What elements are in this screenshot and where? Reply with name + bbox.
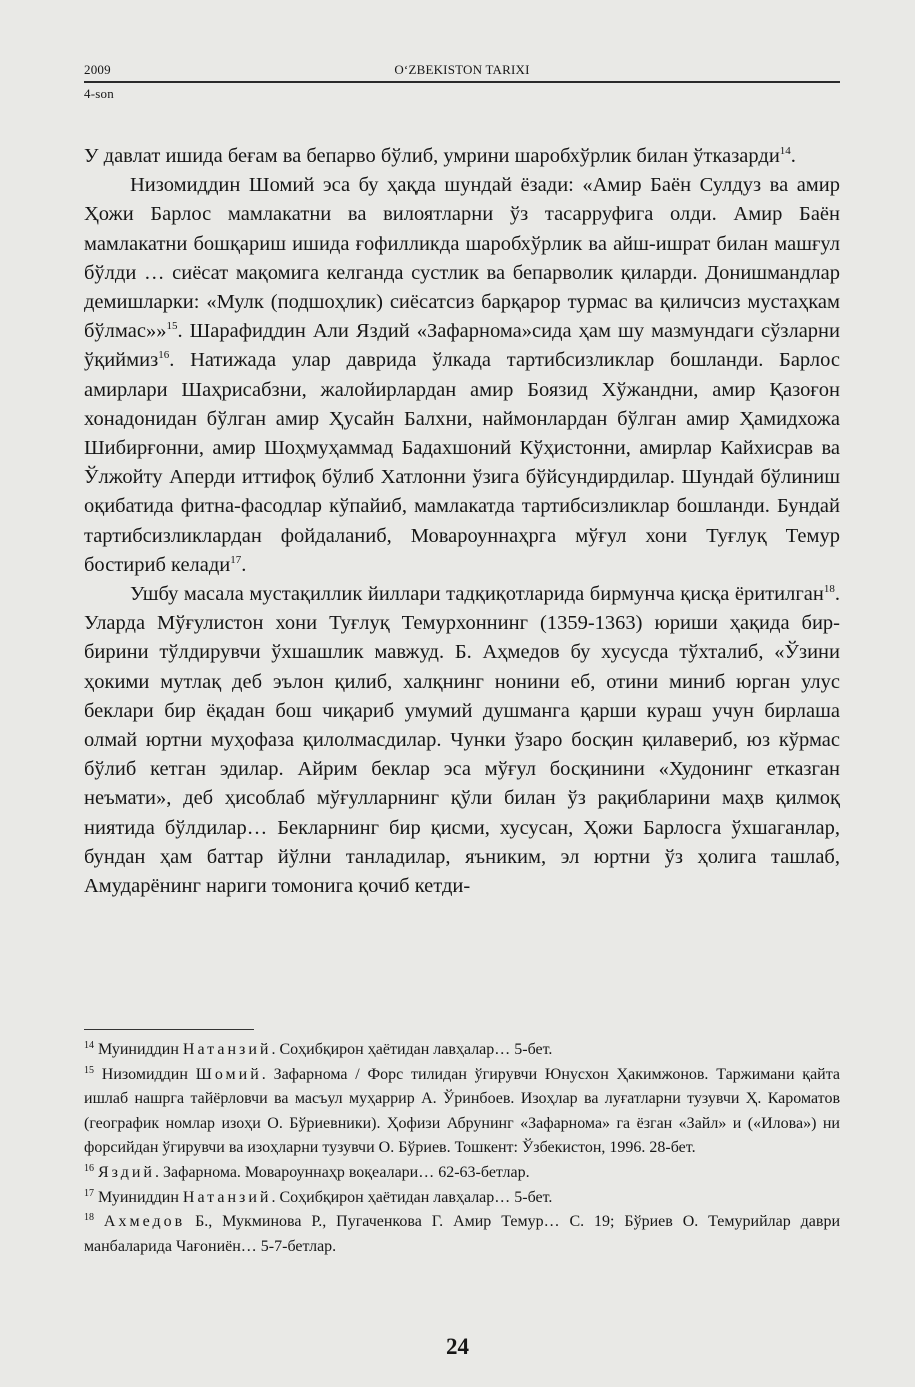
footnote-ref-18[interactable]: 18 (823, 583, 835, 596)
footnote-ref-15[interactable]: 15 (166, 320, 178, 333)
paragraph-2: Низомиддин Шомий эса бу ҳақда шундай ёзади: «Амир Баён Сулдуз ва амир Ҳожи Барлос мамлакатни ва вилоятларни ўз тасарруфига олди. Амир Баён мамлакатни бошқариш ишида ғофилликда шаробхўрлик ва айш-ишрат билан машғул бўлди … сиёсат мақомига келганда сустлик ва бепарволик қиларди. Донишмандлар демишларки: «Мулк (подшоҳлик) сиёсатсиз барқарор турмас ва қиличсиз мустаҳкам бўлмас»»$^{15}$. Шарафиддин Али Яздий «Зафарнома»сида ҳам шу мазмундаги сўзларни ўқиймиз$^{16}$. Натижада улар даврида ўлкада тартибсизликлар бошланди. Барлос амирлари Шаҳрисабзни, жалойирлардан амир Боязид Хўжандни, амир Қазоғон хонадонидан бўлган амир Ҳусайн Балхни, наймонлардан бўлган амир Ҳамидхожа Шибирғонни, амир Шоҳмуҳаммад Бадахшоний Кўҳистонни, амирлар Кайхисрав ва Ўлжойту Аперди иттифоқ бўлиб Хатлонни ўзига бўйсундирдилар. Шундай бўлиниш оқибатида фитна-фасодлар кўпайиб, мамлакатда тартибсизликлар бошланди. Бундай тартибсизликлардан фойдаланиб, Мовароуннаҳрга мўғул хони Туғлуқ Темур бостириб келади$^{17}$. (84, 174, 840, 576)
footnote-16: $^{16}$ Яздий. Зафарнома. Мовароуннаҳр воқеалари… 62-63-бетлар. (84, 1162, 530, 1181)
footnote-ref-16[interactable]: 16 (158, 349, 170, 362)
header-rule (84, 81, 840, 83)
footnote-separator (84, 1029, 254, 1030)
footnote-ref-17[interactable]: 17 (230, 553, 242, 566)
footnote-ref-14[interactable]: 14 (779, 145, 791, 157)
footnote-18: $^{18}$ Ахмедов Б., Мукминова Р., Пугаченкова Г. Амир Темур… С. 19; Бўриев О. Темурийлар даври манбаларида Чағониён… 5-7-бетлар. (84, 1212, 841, 1255)
footnote-15: $^{15}$ Низомиддин Шомий. Зафарнома / Форс тилидан ўгирувчи Юнусхон Ҳакимжонов. Таржимани қайта ишлаб нашрга тайёрловчи ва масъул муҳаррир А. Ўринбоев. Изоҳлар ва луғатларни тузувчи Ҳ. Кароматов (географик номлар изоҳи О. Бўриевники). Ҳофизи Абрунинг «Зафарнома» га ёзган «Зайл» и («Илова») ни форсийдан ўгирувчи ва изоҳларни тузувчи О. Бўриев. Тошкент: Ўзбекистон, 1996. 28-бет. (84, 1064, 841, 1157)
footnote-14: $^{14}$ Муиниддин Натанзий. Соҳибқирон ҳаётидан лавҳалар… 5-бет. (84, 1040, 553, 1058)
paragraph-3: Ушбу масала мустақиллик йиллари тадқиқотларида бирмунча қисқа ёритилган$^{18}$. Уларда Мўғулистон хони Туғлуқ Темурхоннинг (1359-1363) юриши ҳақида бир-бирини тўлдирувчи ўхшашлик мавжуд. Б. Аҳмедов бу хусусда тўхталиб, «Ўзини ҳокими мутлақ деб эълон қилиб, халқнинг нонини еб, отини миниб юрган улус беклари бир ёқадан бош чиқариб умумий душманга қарши кураш учун бирлаша олмай юртни муҳофаза қилолмасдилар. Чунки ўзаро босқин қилавериб, юз кўрмас бўлиб кетган эдилар. Айрим беклар эса мўғул босқинини «Худонинг етказган неъмати», деб ҳисоблаб мўғулларнинг қўли билан ўз рақибларини маҳв қилмоқ ниятида бўлдилар… Бекларнинг бир қисми, хусусан, Ҳожи Барлосга ўхшаганлар, бундан ҳам баттар йўлни танладилар, яъниким, эл юртни ўз ҳолига ташлаб, Амударёнинг нариги томонига қочиб кетди- (84, 583, 840, 898)
footnotes (84, 1038, 840, 1259)
paragraph-1: У давлат ишида беғам ва бепарво бўлиб, умрини шаробхўрлик билан ўтказарди$^{14}$. (84, 145, 796, 167)
page-number: 24 (446, 1334, 469, 1359)
header-year: 2009 (84, 62, 111, 77)
main-text (84, 142, 840, 901)
footnote-17: $^{17}$ Муиниддин Натанзий. Соҳибқирон ҳаётидан лавҳалар… 5-бет. (84, 1187, 553, 1206)
header-journal-title: O‘ZBEKISTON TARIXI (394, 62, 530, 77)
header-issue: 4-son (84, 86, 114, 101)
